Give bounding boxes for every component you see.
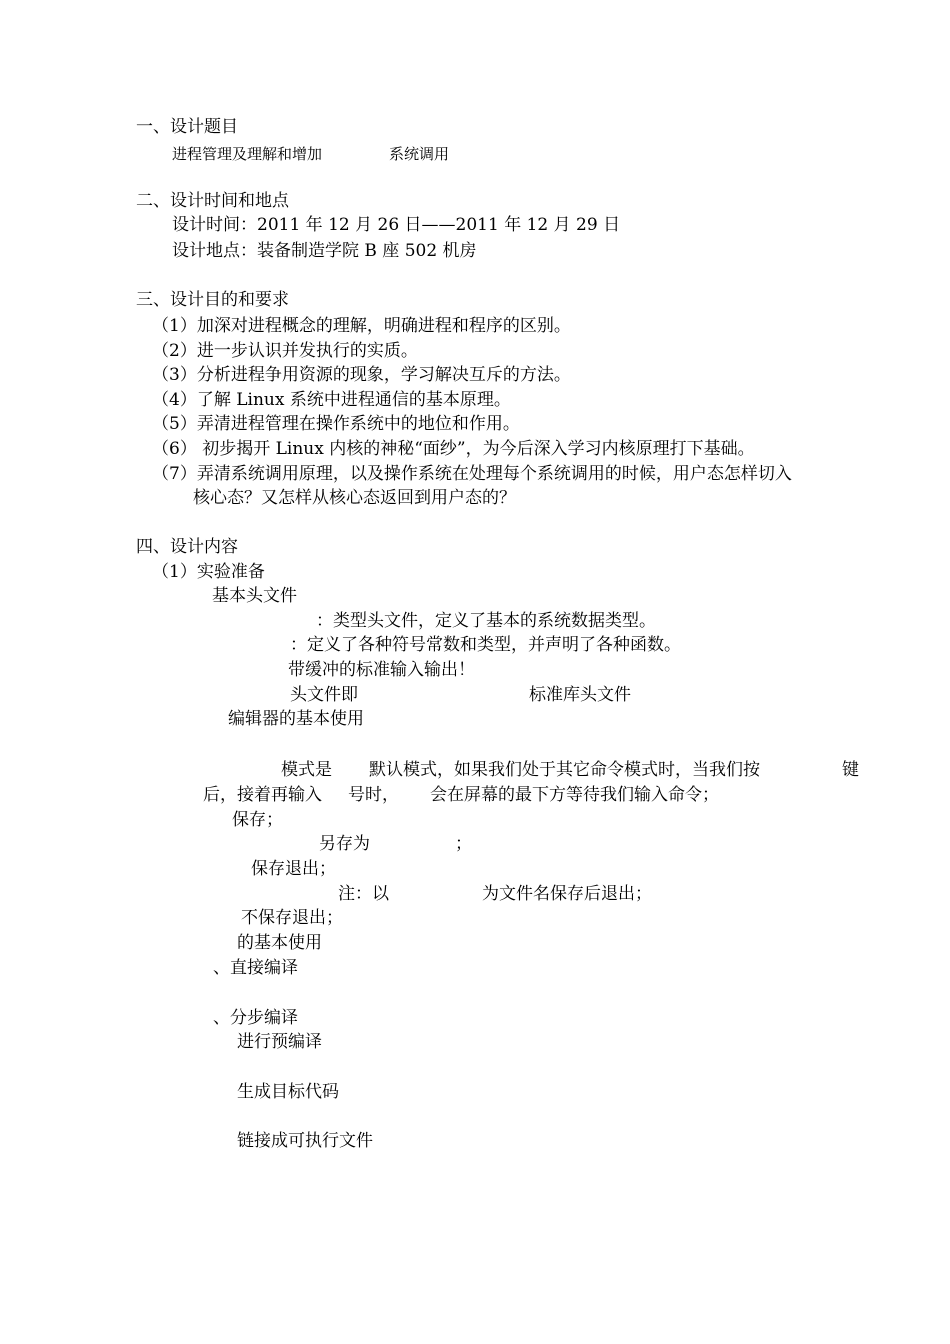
header-desc-types: ：类型头文件，定义了基本的系统数据类型。 xyxy=(316,611,656,631)
cmd-saveas-end: ； xyxy=(455,834,472,854)
cmd-save: 保存； xyxy=(232,810,283,830)
design-topic-part-1: 进程管理及理解和增加 xyxy=(172,145,323,163)
section-2-heading: 二、设计时间和地点 xyxy=(136,191,289,211)
compiler-usage-title: 的基本使用 xyxy=(237,933,322,953)
requirement-item-continuation: 核心态？又怎样从核心态返回到用户态的？ xyxy=(193,488,516,508)
compile-link: 链接成可执行文件 xyxy=(237,1131,373,1151)
cmd-note-a: 注：以 xyxy=(338,884,389,904)
mode-text-2: 默认模式，如果我们处于其它命令模式时，当我们按 xyxy=(369,760,760,780)
requirement-item: （5）弄清进程管理在操作系统中的地位和作用。 xyxy=(152,414,520,434)
header-desc-stdio: 带缓冲的标准输入输出！ xyxy=(288,660,475,680)
section-4-heading: 四、设计内容 xyxy=(136,537,238,557)
compile-step: 、分步编译 xyxy=(213,1008,298,1028)
header-desc-stdlib-b: 标准库头文件 xyxy=(529,685,631,705)
subsection-experiment-prep: （1）实验准备 xyxy=(152,562,265,582)
cmd-save-quit: 保存退出； xyxy=(251,859,336,879)
mode-text-4: 后，接着再输入 xyxy=(203,785,322,805)
cmd-quit-nosave: 不保存退出； xyxy=(241,908,343,928)
basic-headers-title: 基本头文件 xyxy=(212,586,297,606)
design-place: 设计地点：装备制造学院 B 座 502 机房 xyxy=(172,241,477,261)
compile-preprocess: 进行预编译 xyxy=(237,1032,322,1052)
requirement-item: （2）进一步认识并发执行的实质。 xyxy=(152,341,418,361)
header-desc-stdlib-a: 头文件即 xyxy=(290,685,358,705)
cmd-saveas: 另存为 xyxy=(319,834,370,854)
requirement-item: （3）分析进程争用资源的现象，学习解决互斥的方法。 xyxy=(152,365,571,385)
mode-text-1: 模式是 xyxy=(281,760,332,780)
requirement-item: （7）弄清系统调用原理，以及操作系统在处理每个系统调用的时候，用户态怎样切入 xyxy=(152,464,792,484)
requirement-item: （4）了解 Linux 系统中进程通信的基本原理。 xyxy=(152,390,511,410)
section-3-heading: 三、设计目的和要求 xyxy=(136,290,289,310)
header-desc-unistd: ：定义了各种符号常数和类型，并声明了各种函数。 xyxy=(290,635,681,655)
mode-text-5: 号时， xyxy=(348,785,399,805)
compile-object: 生成目标代码 xyxy=(237,1082,339,1102)
design-topic-part-2: 系统调用 xyxy=(389,145,450,163)
mode-text-3: 键 xyxy=(842,760,859,780)
mode-text-6: 会在屏幕的最下方等待我们输入命令； xyxy=(430,785,719,805)
design-time: 设计时间：2011 年 12 月 26 日——2011 年 12 月 29 日 xyxy=(172,215,621,235)
compile-direct: 、直接编译 xyxy=(213,958,298,978)
cmd-note-b: 为文件名保存后退出； xyxy=(482,884,652,904)
requirement-item: （1）加深对进程概念的理解，明确进程和程序的区别。 xyxy=(152,316,571,336)
editor-usage-title: 编辑器的基本使用 xyxy=(228,709,364,729)
requirement-item: （6） 初步揭开 Linux 内核的神秘“面纱”，为今后深入学习内核原理打下基础。 xyxy=(152,439,755,459)
section-1-heading: 一、设计题目 xyxy=(136,117,238,137)
